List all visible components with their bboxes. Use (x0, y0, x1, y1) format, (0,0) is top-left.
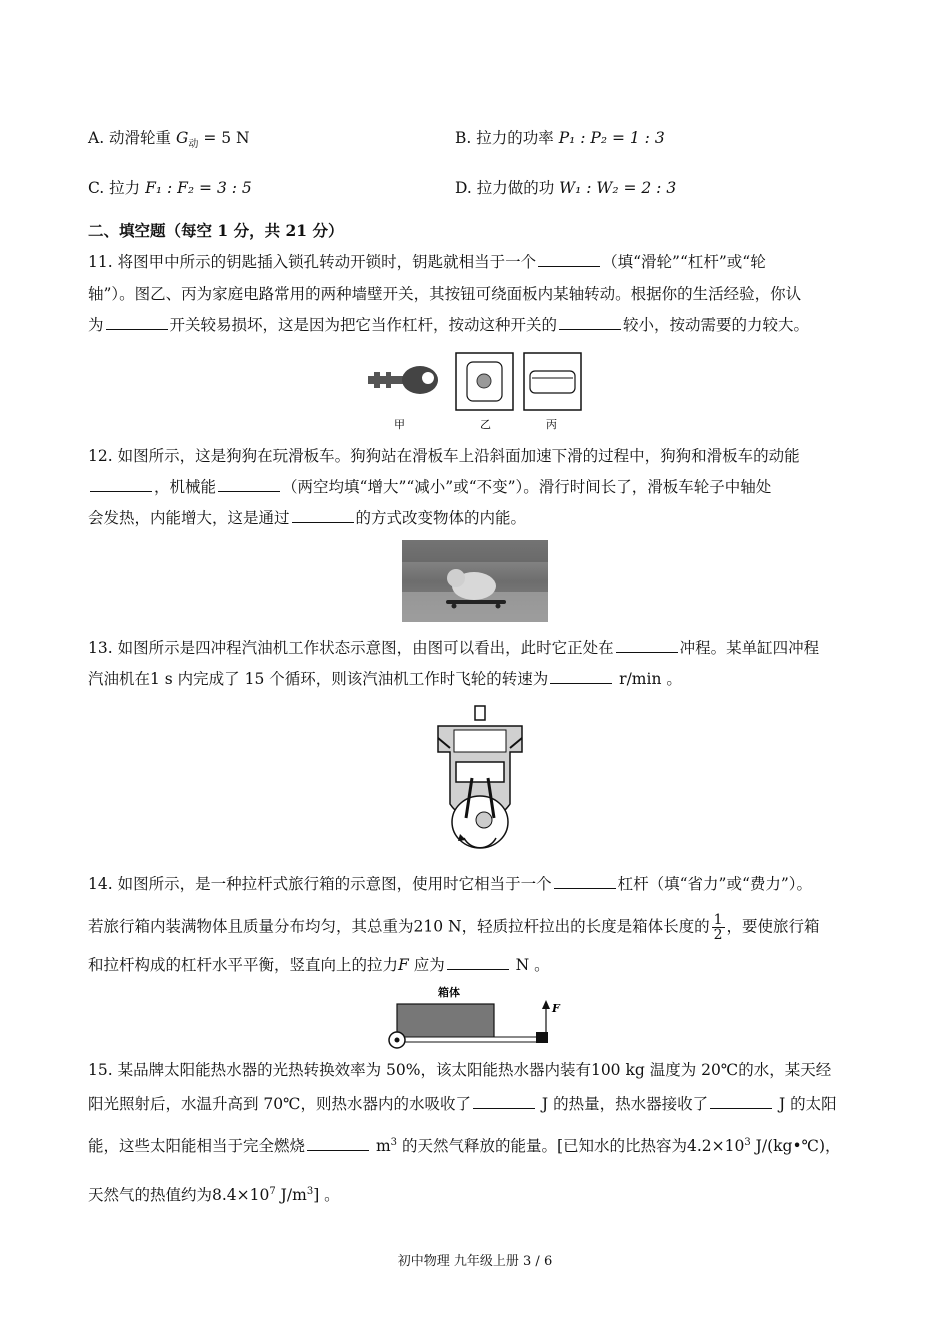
q12-blank2[interactable] (218, 477, 280, 492)
section-title: 二、填空题（每空 1 分，共 21 分） (88, 221, 344, 240)
q14-blank2[interactable] (447, 955, 509, 970)
option-b: B. 拉力的功率 P₁ : P₂ = 1 : 3 (455, 129, 665, 147)
q13-blank2[interactable] (550, 669, 612, 684)
q11-blank2[interactable] (106, 315, 168, 330)
caption-jia: 甲 (394, 418, 405, 431)
q15-blank1[interactable] (473, 1094, 535, 1109)
q15-blank3[interactable] (307, 1136, 369, 1151)
caption-bing: 丙 (546, 418, 557, 431)
q11-line3: 为 开关较易损坏，这是因为把它当作杠杆，按动这种开关的 较小，按动需要的力较大。 (88, 316, 810, 334)
switch-bing (524, 353, 581, 410)
option-d: D. 拉力做的功 W₁ : W₂ = 2 : 3 (455, 179, 677, 197)
q15-line3: 能，这些太阳能相当于完全燃烧 $m^3$ 的天然气释放的能量。[已知水的比热容为$4.2\times 10^3$ J/(kg•℃)， (88, 1137, 841, 1156)
q12-blank3[interactable] (292, 508, 354, 523)
q14-blank1[interactable] (554, 874, 616, 889)
q14-line3: 和拉杆构成的杠杆水平平衡，竖直向上的拉力F 应为 N 。 (88, 956, 550, 974)
q11-line2: 轴”）。图乙、丙为家庭电路常用的两种墙壁开关，其按钮可绕面板内某轴转动。根据你的生活经验，你认 (88, 285, 802, 303)
q11-blank1[interactable] (538, 252, 600, 267)
q12-blank1[interactable] (90, 477, 152, 492)
dog-skateboard-photo (402, 540, 548, 622)
key-image (368, 366, 438, 394)
q15-blank2[interactable] (710, 1094, 772, 1109)
suitcase-diagram (376, 980, 566, 1056)
page-footer: 初中物理 九年级上册 3 / 6 (397, 1254, 553, 1269)
option-c: C. 拉力 F₁ : F₂ = 3 : 5 (88, 179, 252, 197)
q11-blank3[interactable] (559, 315, 621, 330)
option-a: A. 动滑轮重 $G_动 = 5$ N (88, 129, 250, 151)
q14-line1: 14. 如图所示，是一种拉杆式旅行箱的示意图，使用时它相当于一个 杠杆（填“省力”或“费力”）。 (88, 875, 813, 893)
force-label: F (552, 1002, 560, 1015)
q13-blank1[interactable] (616, 638, 678, 653)
q11-line1: 11. 将图甲中所示的钥匙插入锁孔转动开锁时，钥匙就相当于一个 （填“滑轮”“杠杆”或“轮 (88, 253, 766, 271)
q14-line2: 若旅行箱内装满物体且质量分布均匀，其总重为210 N，轻质拉杆拉出的长度是箱体长度的 $\frac{1}{2}$ ，要使旅行箱 (88, 912, 820, 943)
q12-line2: ，机械能 （两空均填“增大”“减小”或“不变”）。滑行时间长了，滑板车轮子中轴处 (88, 477, 771, 497)
q13-line1: 13. 如图所示是四冲程汽油机工作状态示意图，由图可以看出，此时它正处在 冲程。某单缸四冲程 (88, 639, 820, 657)
caption-yi: 乙 (480, 418, 491, 431)
option-a-math: G (176, 129, 189, 147)
q11-figure (360, 348, 590, 433)
box-label: 箱体 (438, 986, 460, 999)
q15-line2: 阳光照射后，水温升高到 70℃，则热水器内的水吸收了 J 的热量，热水器接收了 J 的太阳 (88, 1095, 837, 1113)
q12-line1: 12. 如图所示，这是狗狗在玩滑板车。狗狗站在滑板车上沿斜面加速下滑的过程中，狗狗和滑板车的动能 (88, 447, 800, 465)
q15-line4: 天然气的热值约为$8.4\times 10^7$ $J/m^3$] 。 (88, 1186, 340, 1205)
q15-line1: 15. 某品牌太阳能热水器的光热转换效率为 50%，该太阳能热水器内装有100 kg 温度为 20℃的水，某天经 (88, 1061, 832, 1079)
q14-fraction: $\frac{1}{2}$ (713, 912, 723, 943)
q12-line3: 会发热，内能增大，这是通过 的方式改变物体的内能。 (88, 509, 527, 527)
q13-line2: 汽油机在1 s 内完成了 15 个循环，则该汽油机工作时飞轮的转速为 r/min 。 (88, 670, 682, 688)
suitcase-box (397, 1004, 494, 1038)
engine-diagram (430, 704, 530, 858)
